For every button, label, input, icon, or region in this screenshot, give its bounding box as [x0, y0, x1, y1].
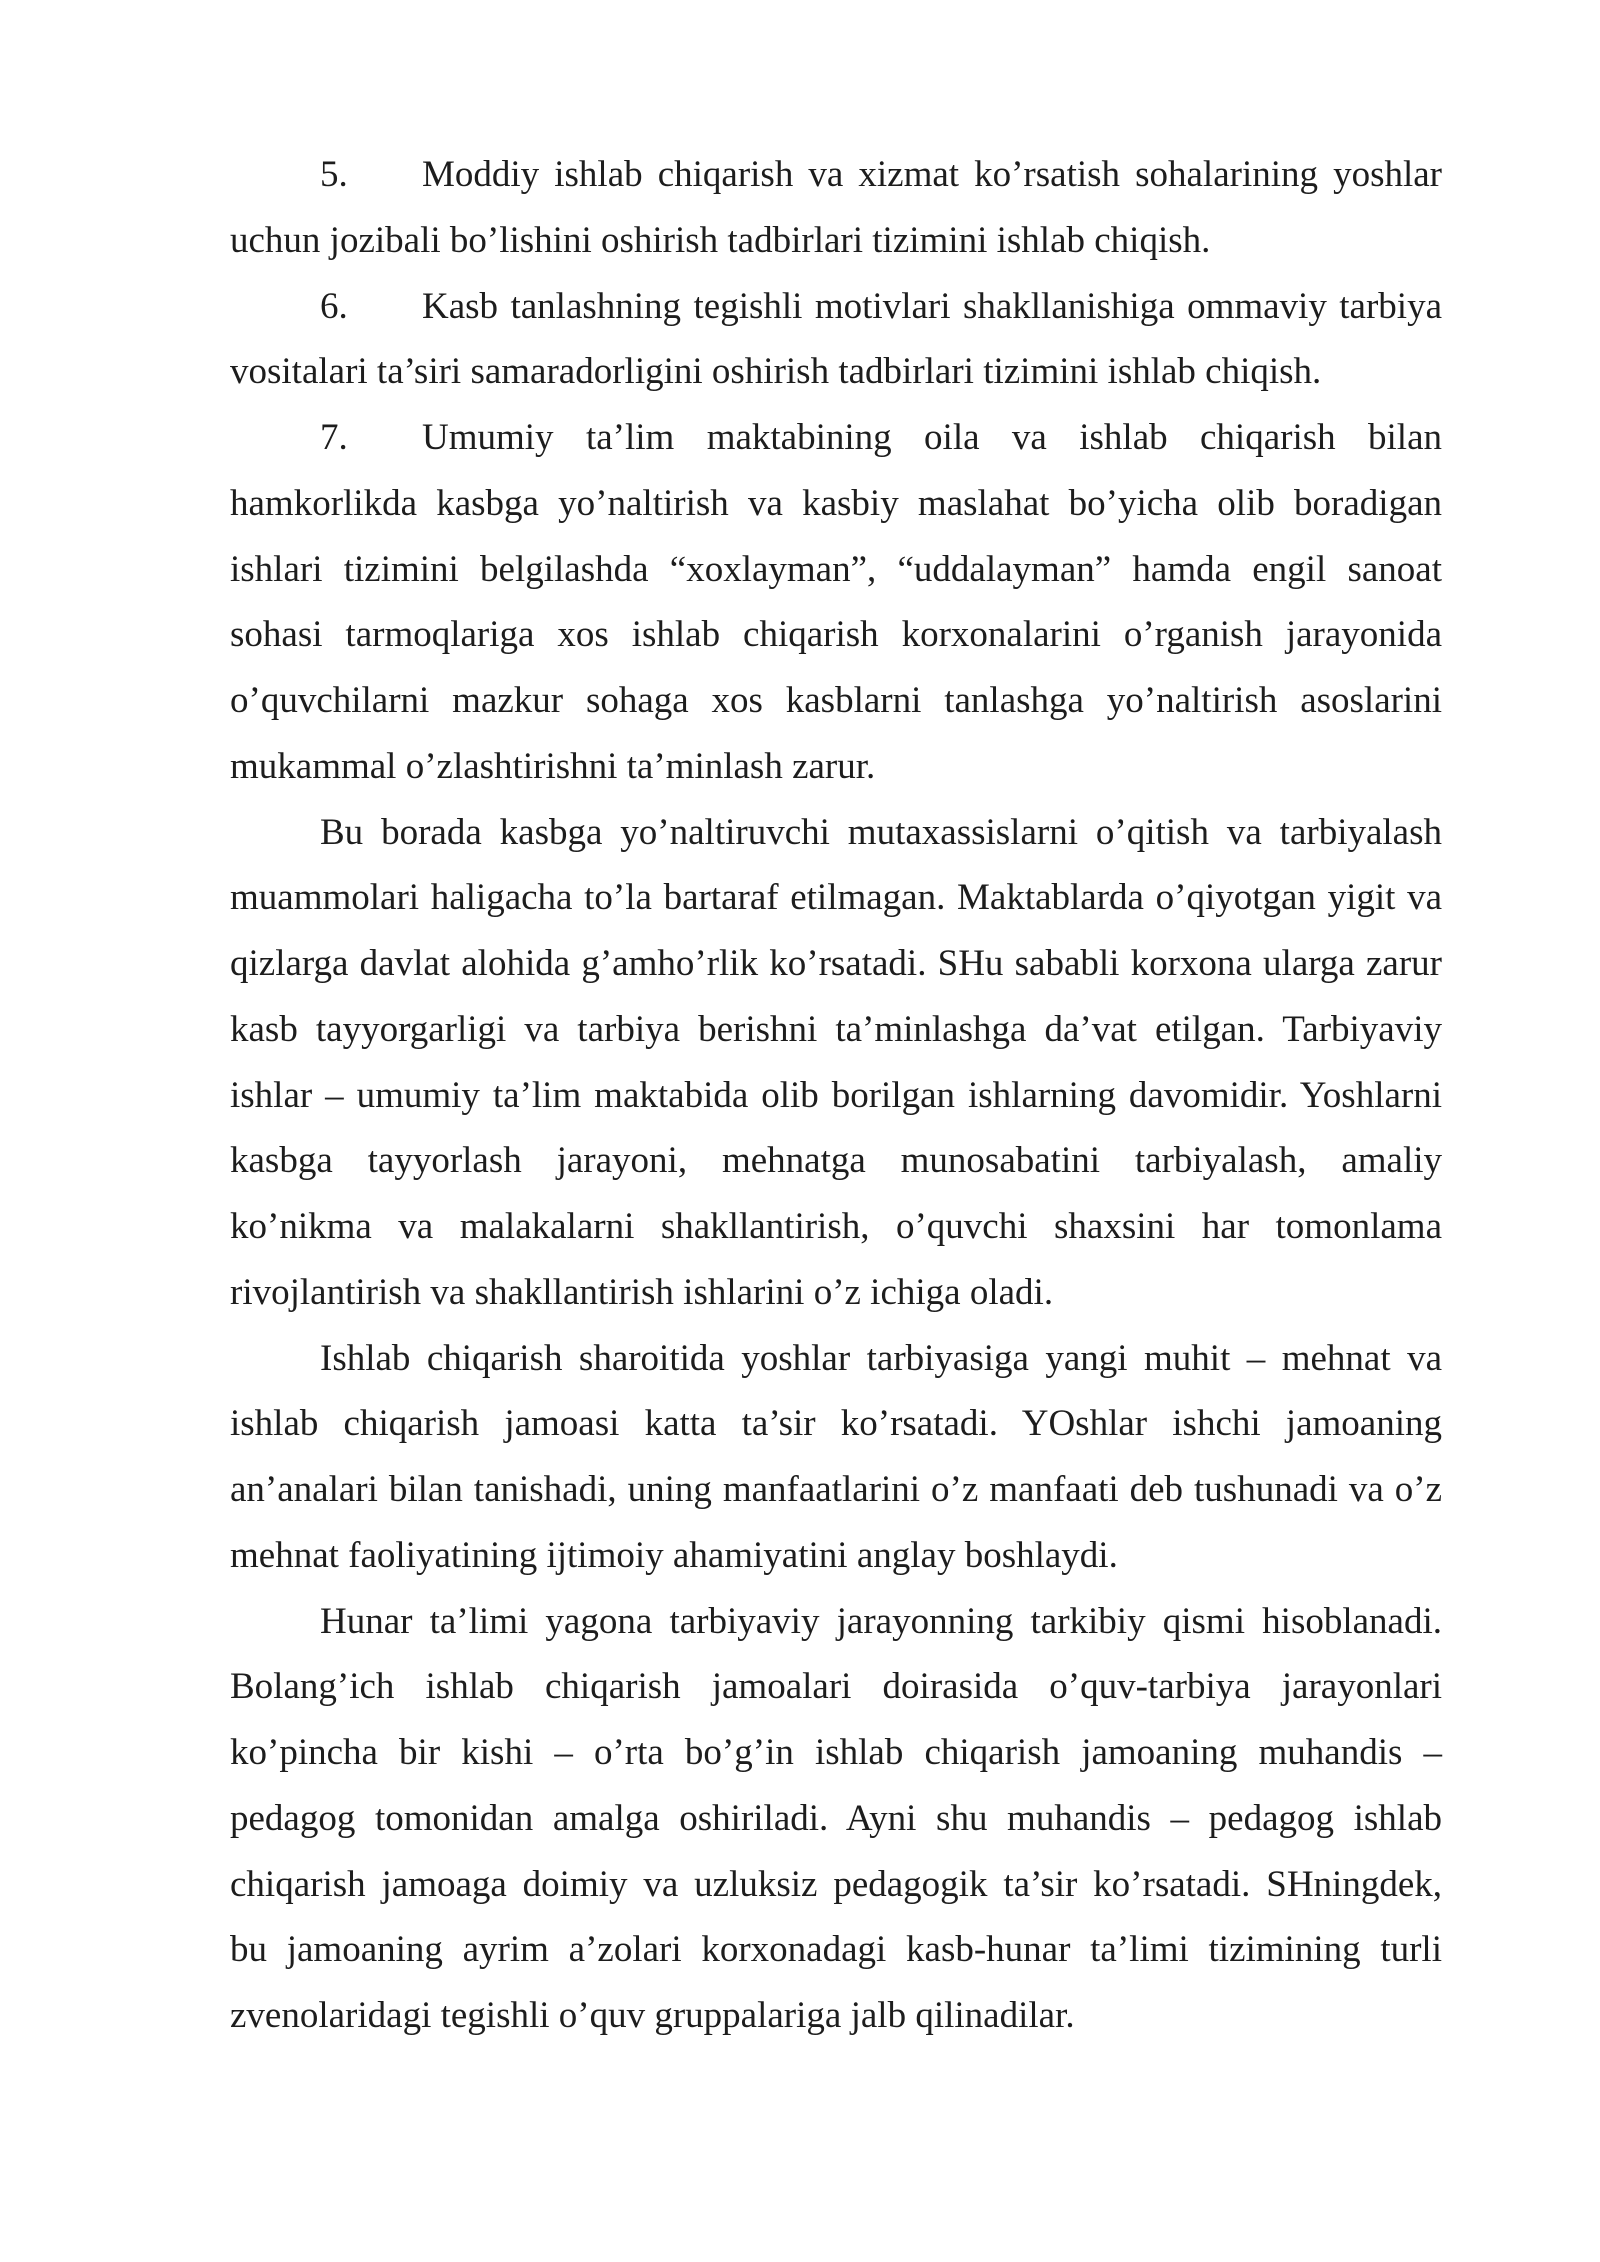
text-line: ko’nikma va malakalarni shakllantirish, o’quvchi shaxsini har tomonlama	[230, 1206, 1442, 1247]
text-line: o’quvchilarni mazkur sohaga xos kasblarni tanlashga yo’naltirish asoslarini	[230, 680, 1442, 721]
numbered-item	[230, 142, 1442, 274]
text-line: sohasi tarmoqlariga xos ishlab chiqarish korxonalarini o’rganish jarayonida	[230, 614, 1442, 656]
item-number: 5.	[320, 154, 348, 195]
line-text: Umumiy ta’lim maktabining oila va ishlab chiqarish bilan	[422, 417, 1442, 458]
numbered-item	[230, 405, 1442, 800]
text-line: uchun jozibali bo’lishini oshirish tadbirlari tizimini ishlab chiqish.	[230, 219, 1211, 261]
line-text: Kasb tanlashning tegishli motivlari shakllanishiga ommaviy tarbiya	[422, 285, 1442, 327]
item-number: 6.	[320, 285, 348, 327]
text-line: qizlarga davlat alohida g’amho’rlik ko’rsatadi. SHu sababli korxona ularga zarur	[230, 943, 1442, 984]
text-line: ishlar – umumiy ta’lim maktabida olib borilgan ishlarning davomidir. Yoshlarni	[230, 1074, 1442, 1116]
text-line: chiqarish jamoaga doimiy va uzluksiz pedagogik ta’sir ko’rsatadi. SHningdek,	[230, 1863, 1442, 1905]
text-line: rivojlantirish va shakllantirish ishlarini o’z ichiga oladi.	[230, 1271, 1054, 1313]
body-paragraph	[230, 1326, 1442, 1589]
body-paragraph	[230, 800, 1442, 1326]
text-line: an’analari bilan tanishadi, uning manfaatlarini o’z manfaati deb tushunadi va o’z	[230, 1469, 1442, 1510]
document-body	[230, 142, 1442, 2049]
text-line: ishlab chiqarish jamoasi katta ta’sir ko’rsatadi. YOshlar ishchi jamoaning	[230, 1403, 1442, 1445]
body-paragraph	[230, 1589, 1442, 2049]
text-line: hamkorlikda kasbga yo’naltirish va kasbiy maslahat bo’yicha olib boradigan	[230, 482, 1442, 524]
text-line: bu jamoaning ayrim a’zolari korxonadagi kasb-hunar ta’limi tizimining turli	[230, 1929, 1442, 1971]
text-line: mukammal o’zlashtirishni ta’minlash zarur.	[230, 745, 876, 787]
text-line: kasbga tayyorlash jarayoni, mehnatga munosabatini tarbiyalash, amaliy	[230, 1140, 1442, 1182]
item-number: 7.	[320, 417, 348, 458]
text-line: Hunar ta’limi yagona tarbiyaviy jarayonning tarkibiy qismi hisoblanadi.	[320, 1600, 1442, 1642]
text-line	[230, 142, 1442, 208]
numbered-item	[230, 274, 1442, 406]
line-text: Moddiy ishlab chiqarish va xizmat ko’rsatish sohalarining yoshlar	[422, 154, 1442, 195]
text-line: mehnat faoliyatining ijtimoiy ahamiyatini anglay boshlaydi.	[230, 1534, 1118, 1576]
text-line: kasb tayyorgarligi va tarbiya berishni ta’minlashga da’vat etilgan. Tarbiyaviy	[230, 1008, 1442, 1050]
text-line	[230, 405, 1442, 471]
text-line: Bolang’ich ishlab chiqarish jamoalari doirasida o’quv-tarbiya jarayonlari	[230, 1666, 1442, 1708]
text-line: Ishlab chiqarish sharoitida yoshlar tarbiyasiga yangi muhit – mehnat va	[320, 1337, 1442, 1379]
text-line: ishlari tizimini belgilashda “xoxlayman”, “uddalayman” hamda engil sanoat	[230, 548, 1442, 590]
text-line	[230, 274, 1442, 340]
text-line: Bu borada kasbga yo’naltiruvchi mutaxassislarni o’qitish va tarbiyalash	[320, 811, 1442, 853]
text-line: pedagog tomonidan amalga oshiriladi. Ayni shu muhandis – pedagog ishlab	[230, 1797, 1442, 1839]
text-line: ko’pincha bir kishi – o’rta bo’g’in ishlab chiqarish jamoaning muhandis –	[230, 1732, 1442, 1773]
text-line: vositalari ta’siri samaradorligini oshirish tadbirlari tizimini ishlab chiqish.	[230, 351, 1322, 393]
text-line: muammolari haligacha to’la bartaraf etilmagan. Maktablarda o’qiyotgan yigit va	[230, 877, 1442, 919]
text-line: zvenolaridagi tegishli o’quv gruppalariga jalb qilinadilar.	[230, 1995, 1075, 2036]
